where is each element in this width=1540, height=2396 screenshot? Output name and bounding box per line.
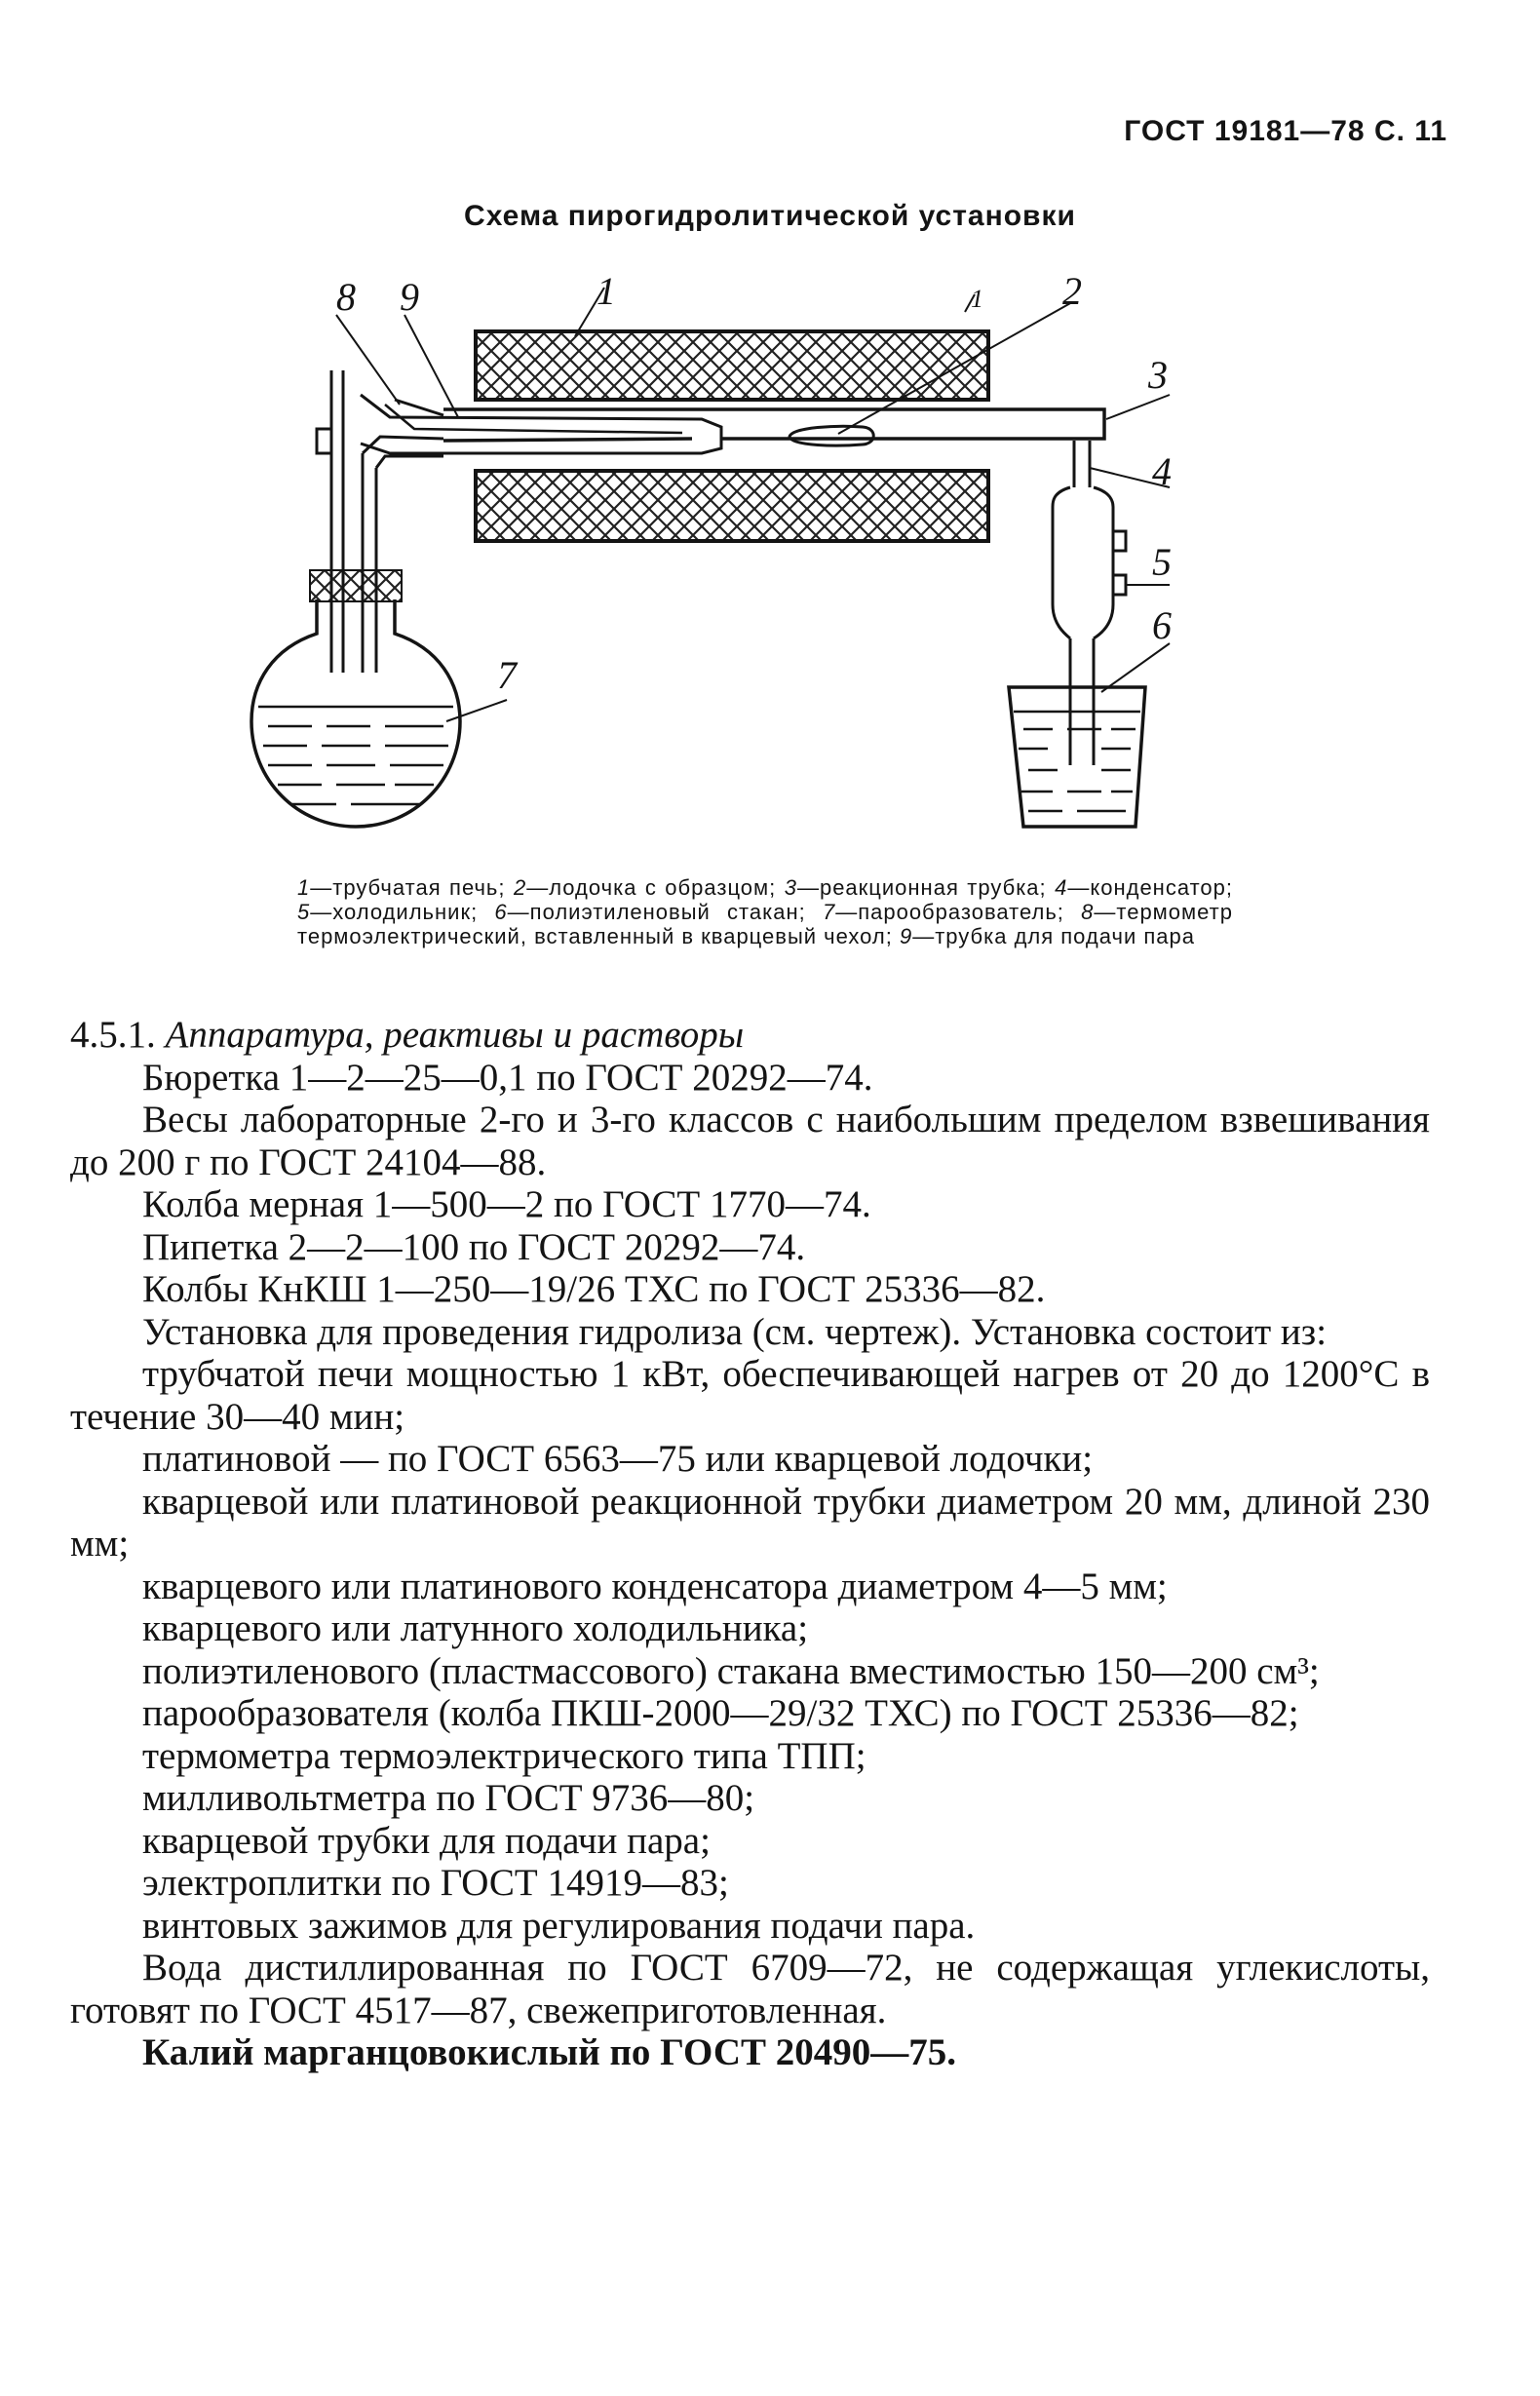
item-scales: Весы лабораторные 2-го и 3-го классов с наибольшим пределом взвешивания до 200 г по ГОСТ 24104—88. [70,1099,1430,1183]
item-pipette: Пипетка 2—2—100 по ГОСТ 20292—74. [142,1225,806,1268]
page-header: ГОСТ 19181—78 С. 11 [1124,115,1447,147]
component-steam-tube: кварцевой трубки для подачи пара; [142,1819,711,1862]
figure-caption: 1—трубчатая печь; 2—лодочка с образцом; 3—реакционная трубка; 4—конденсатор; 5—холодильник; 6—полиэтиленовый стакан; 7—парообразователь; 8—термометр термоэлектрический, вставленный в кварцевый чехол; 9—трубка для подачи пара [297,875,1233,948]
component-steam-generator: парообразователя (колба ПКШ-2000—29/32 ТХС) по ГОСТ 25336—82; [142,1692,1299,1734]
component-boat: платиновой — по ГОСТ 6563—75 или кварцевой лодочки; [142,1438,1094,1480]
sample-boat [789,426,873,445]
reagent-kmno4: Калий марганцовокислый по ГОСТ 20490—75. [142,2031,956,2073]
beaker [1009,687,1145,827]
label-8: 8 [336,275,356,319]
flask-liquid [258,707,453,804]
figure-title: Схема пирогидролитической установки [464,200,1076,232]
furnace-top-block [476,331,988,400]
label-2: 2 [1062,269,1082,313]
condenser [1074,441,1090,487]
label-1b: 1 [971,285,983,313]
component-condenser: кварцевого или платинового конденсатора диаметром 4—5 мм; [142,1565,1168,1607]
body-text [70,1014,1430,2074]
leader-7 [446,700,507,721]
label-9: 9 [400,275,419,319]
item-flask: Колба мерная 1—500—2 по ГОСТ 1770—74. [142,1183,871,1225]
pyrohydrolysis-diagram [0,263,1540,868]
feed-tube-left [331,370,343,673]
label-5: 5 [1152,540,1172,584]
reaction-tube [443,409,1104,441]
steam-inlet [395,400,443,415]
reagent-water: Вода дистиллированная по ГОСТ 6709—72, не содержащая углекислоты, готовят по ГОСТ 4517—87, свежеприготовленная. [70,1947,1430,2031]
item-flasks: Колбы КнКШ 1—250—19/26 ТХС по ГОСТ 25336—82. [142,1268,1046,1310]
component-thermometer: термометра термоэлектрического типа ТПП; [142,1734,866,1777]
leader-8 [336,315,400,405]
thermometer-sheath [361,395,721,453]
flask-stopper [310,570,402,601]
component-hotplate: электроплитки по ГОСТ 14919—83; [142,1862,729,1904]
component-furnace: трубчатой печи мощностью 1 кВт, обеспечивающей нагрев от 20 до 1200°С в течение 30—40 мин; [70,1353,1430,1438]
condenser-outlet [1070,638,1094,765]
label-1a: 1 [597,269,616,313]
label-4: 4 [1152,449,1172,493]
beaker-liquid [1014,712,1140,811]
flask [251,599,460,827]
cooler-inlet [1113,531,1126,595]
label-7: 7 [497,653,517,697]
component-millivoltmeter: милливольтметра по ГОСТ 9736—80; [142,1777,755,1819]
item-buret: Бюретка 1—2—25—0,1 по ГОСТ 20292—74. [142,1056,873,1099]
screw-clamp [317,429,331,453]
label-6: 6 [1152,603,1172,647]
item-setup: Установка для проведения гидролиза (см. чертеж). Установка состоит из: [142,1310,1328,1353]
component-cooler: кварцевого или латунного холодильника; [142,1607,809,1649]
furnace-bottom-block [476,471,988,541]
leader-6 [1101,643,1170,692]
component-reaction-tube: кварцевой или платиновой реакционной трубки диаметром 20 мм, длиной 230 мм; [70,1480,1430,1565]
leader-3 [1106,395,1170,419]
component-clamps: винтовых зажимов для регулирования подачи пара. [142,1904,976,1947]
cooler [1053,487,1113,638]
leader-9 [404,315,458,417]
component-beaker: полиэтиленового (пластмассового) стакана вместимостью 150—200 см³; [142,1649,1320,1692]
section-heading: 4.5.1. Аппаратура, реактивы и растворы [70,1014,745,1056]
label-3: 3 [1148,353,1168,397]
